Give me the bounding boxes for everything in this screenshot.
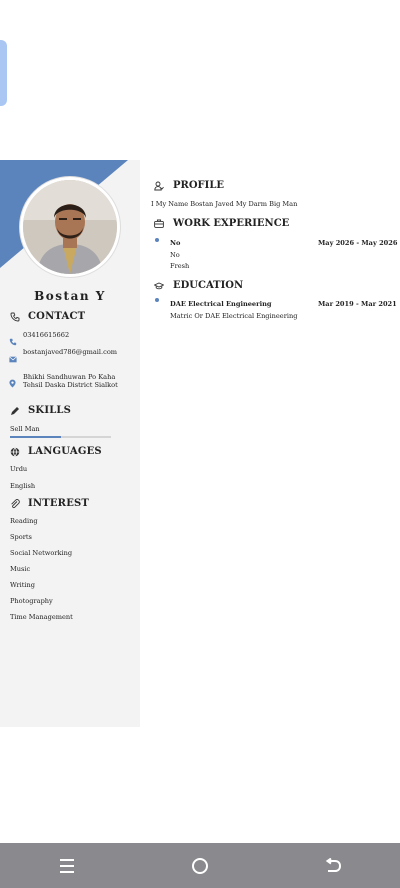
education-detail: Matric Or DAE Electrical Engineering	[170, 312, 298, 320]
languages-title: LANGUAGES	[28, 446, 102, 457]
skills-section-title	[8, 405, 71, 416]
recent-apps-button[interactable]	[47, 846, 87, 886]
timeline-dot	[155, 238, 159, 242]
mail-icon	[9, 348, 21, 367]
phone-outline-icon	[8, 312, 22, 322]
menu-icon	[58, 858, 76, 874]
paperclip-icon	[8, 499, 22, 509]
contact-phone-text: 03416615662	[23, 331, 70, 339]
person-icon	[153, 181, 165, 191]
profile-section-title	[153, 180, 224, 191]
interest-item: Music	[10, 565, 31, 573]
graduation-cap-icon	[153, 282, 165, 290]
interest-item: Reading	[10, 517, 38, 525]
work-company: No	[170, 251, 180, 259]
education-degree: DAE Electrical Engineering	[170, 300, 272, 308]
contact-email[interactable]	[9, 348, 127, 367]
languages-section-title	[8, 446, 102, 457]
skill-level-fill	[10, 436, 61, 438]
contact-address-text: Bhikhi Sandhuwan Po Kaha Tehsil Daska District Sialkot	[23, 373, 118, 390]
back-button[interactable]	[313, 846, 353, 886]
briefcase-icon	[153, 219, 165, 228]
work-section-title	[153, 218, 289, 229]
interest-item: Writing	[10, 581, 35, 589]
skills-title: SKILLS	[28, 405, 72, 416]
work-dates: May 2026 - May 2026	[318, 239, 398, 247]
profile-text: I My Name Bostan Javed My Darm Big Man	[151, 200, 298, 208]
profile-photo	[23, 180, 117, 274]
education-dates: Mar 2019 - Mar 2021	[318, 300, 397, 308]
skill-level-bar	[10, 436, 111, 438]
globe-icon	[8, 447, 22, 457]
timeline-dot	[155, 298, 159, 302]
avatar	[20, 177, 120, 277]
interest-item: Sports	[10, 533, 32, 541]
interest-item: Social Networking	[10, 549, 73, 557]
interest-section-title	[8, 498, 89, 509]
resume-name: Bostan Y	[34, 289, 106, 303]
contact-address	[9, 373, 123, 392]
education-title: EDUCATION	[173, 280, 244, 291]
language-item: Urdu	[10, 465, 28, 473]
home-button[interactable]	[180, 846, 220, 886]
home-circle-icon	[191, 857, 209, 875]
interest-item: Photography	[10, 597, 53, 605]
interest-item: Time Management	[10, 613, 73, 621]
work-description: Fresh	[170, 262, 190, 270]
pen-icon	[8, 406, 22, 416]
work-role: No	[170, 239, 181, 247]
interest-title: INTEREST	[28, 498, 90, 509]
work-title: WORK EXPERIENCE	[173, 218, 290, 229]
contact-email-text: bostanjaved786@gmail.com	[23, 348, 118, 356]
contact-title: CONTACT	[28, 311, 86, 322]
education-section-title	[153, 280, 243, 291]
contact-section-title	[8, 311, 85, 322]
profile-title: PROFILE	[173, 180, 224, 191]
language-item: English	[10, 482, 36, 490]
system-navigation-bar	[0, 843, 400, 888]
person-photo-icon	[23, 180, 117, 274]
edge-panel-handle[interactable]	[0, 40, 7, 106]
location-pin-icon	[9, 373, 21, 392]
skill-label: Sell Man	[10, 425, 40, 433]
back-arrow-icon	[324, 858, 342, 874]
